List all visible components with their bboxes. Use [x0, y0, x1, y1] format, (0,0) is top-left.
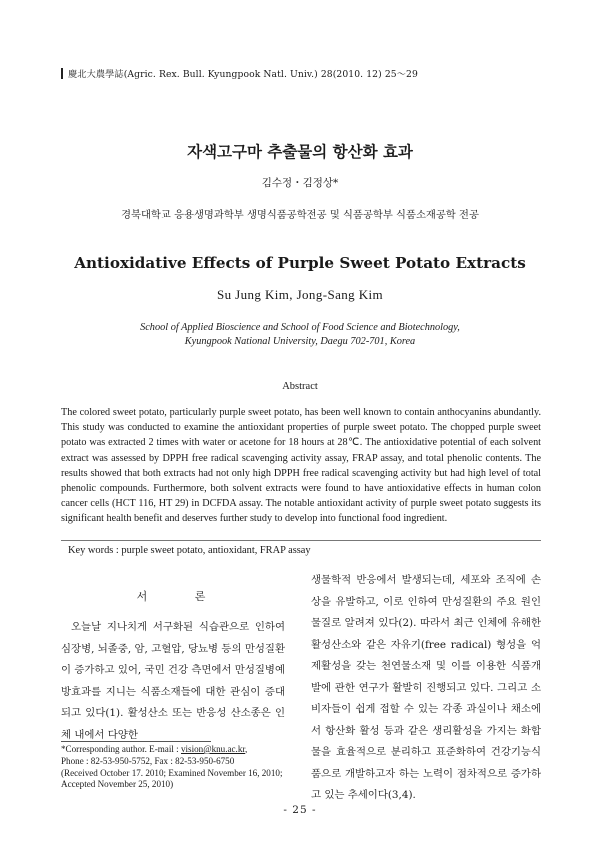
- english-authors: Su Jung Kim, Jong-Sang Kim: [216, 287, 384, 302]
- email-link[interactable]: vision@knu.ac.kr: [180, 744, 246, 754]
- abstract-body: The colored sweet potato, particularly purple sweet potato, has been well known to contain anthocyanins abundantly. This study was conducted to examine the antioxidant properties of purple sweet potato. The chopped purple sweet potato was extracted 2 times with water or acetone for 18 hours at 28℃. The antioxidative potential of each solvent extract was assessed by DPPH free radical scavenging activity assay, FRAP assay, and total phenolic contents. The results showed that both extracts had not only high DPPH free radical scavenging activity but had high level of total phenolic compounds. Furthermore, both solvent extracts were found to have antioxidative effects in human colon cancer cells (HCT 116, HT 29) in DCFDA assay. The notable antioxidant activity of purple sweet potato suggests its significant health benefit and deserves further study to develop into functional food ingredient.: [61, 407, 541, 525]
- footnote-contact-label: *Corresponding author. E-mail :: [61, 744, 181, 754]
- introduction-right-column: [311, 570, 541, 807]
- korean-title: 자색고구마 추출물의 항산화 효과: [187, 143, 413, 161]
- footnote-divider: [61, 741, 211, 742]
- page-number: - 25 -: [283, 804, 317, 816]
- introduction-left-column: [61, 617, 285, 746]
- abstract-divider: [61, 540, 541, 541]
- intro-right-paragraph: 생물학적 반응에서 발생되는데, 세포와 조직에 손상을 유발하고, 이로 인하여 만성질환의 주요 원인물질로 알려져 있다(2). 따라서 최근 인체에 유해한 활성산소와 같은 자유기(free radical) 형성을 억제활성을 갖는 천연물소재 및 이를 이용한 식품개발에 관한 연구가 활발히 진행되고 있다. 그리고 소비자들이 쉽게 접할 수 있는 각종 과실이나 채소에서 항산화 활성 등과 같은 생리활성을 가지는 화합물을 효율적으로 분리하고 표준화하여 건강기능식품으로 개발하고자 하는 노력이 점차적으로 증가하고 있는 추세이다(3,4).: [311, 574, 541, 801]
- intro-left-paragraph: 오늘날 지나치게 서구화된 식습관으로 인하여 심장병, 뇌졸중, 암, 고혈압, 당뇨병 등의 만성질환이 증가하고 있어, 국민 건강 측면에서 만성질병예방효과를 지니는 식품소재들에 대한 관심이 증대되고 있다(1). 활성산소 또는 반응성 산소종은 인체 내에서 다양한: [61, 621, 285, 741]
- footnote-line-2: Phone : 82-53-950-5752, Fax : 82-53-950-6750: [61, 755, 235, 766]
- journal-header: [61, 66, 418, 80]
- header-bar: [61, 68, 63, 79]
- footnote-line-4: Accepted November 25, 2010): [61, 779, 174, 790]
- korean-affiliation: 경북대학교 응용생명과학부 생명식품공학전공 및 식품공학부 식품소재공학 전공: [121, 209, 479, 221]
- affiliation-line-1: School of Applied Bioscience and School of Food Science and Biotechnology,: [140, 322, 460, 333]
- english-affiliation: [0, 321, 600, 348]
- footnote-line-3: (Received October 17. 2010; Examined November 16, 2010;: [61, 767, 283, 778]
- abstract-heading: Abstract: [282, 381, 318, 392]
- introduction-heading: 서 론: [136, 590, 228, 603]
- footnote-line-1: [61, 744, 293, 756]
- korean-authors: 김수정・김정상*: [261, 177, 339, 189]
- english-title: Antioxidative Effects of Purple Sweet Potato Extracts: [74, 254, 526, 272]
- footnote: [61, 744, 293, 791]
- journal-citation: 慶北大農學誌(Agric. Rex. Bull. Kyungpook Natl. Univ.) 28(2010. 12) 25～29: [68, 69, 418, 80]
- keywords: Key words : purple sweet potato, antioxidant, FRAP assay: [68, 545, 311, 556]
- affiliation-line-2: Kyungpook National University, Daegu 702-701, Korea: [184, 335, 416, 347]
- footnote-comma: ,: [245, 744, 248, 754]
